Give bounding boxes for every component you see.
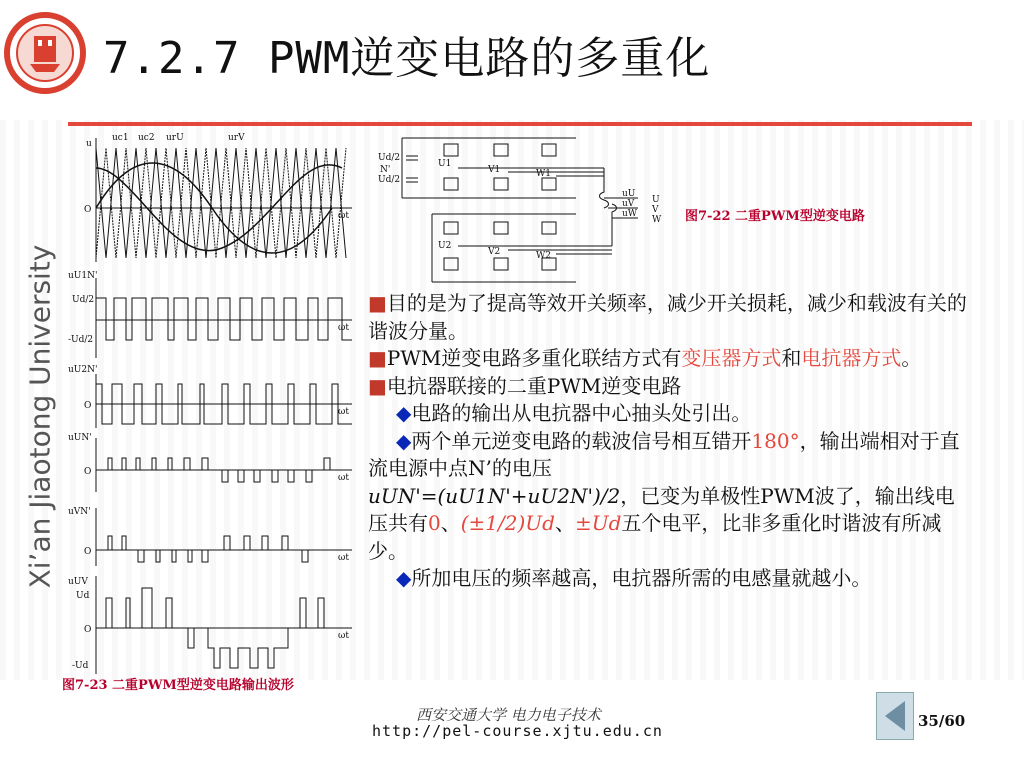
previous-slide-button[interactable] (876, 692, 914, 740)
square-bullet-icon: ■ (368, 346, 387, 370)
paragraph-6: ◆所加电压的频率越高，电抗器所需的电感量就越小。 (396, 566, 872, 590)
paragraph-1: ■目的是为了提高等效开关频率，减少开关损耗，减少和载波有关的谐波分量。 (368, 291, 967, 343)
university-logo (4, 12, 86, 94)
footer-url: http://pel-course.xjtu.edu.cn (372, 722, 663, 740)
figure-7-23-caption: 图7-23 二重PWM型逆变电路输出波形 (62, 678, 294, 693)
circuit-u1-label: U1 (438, 159, 452, 169)
body-text (368, 290, 968, 593)
circuit-U-label: U (652, 195, 660, 205)
diamond-bullet-icon: ◆ (396, 401, 412, 425)
wave-ud-label: Ud (76, 591, 90, 601)
circuit-v2-label: V2 (488, 247, 501, 257)
wave-uc1-label: uc1 (112, 133, 129, 143)
page-number: 35/60 (918, 712, 966, 730)
wave-wt-3: ωt (338, 407, 349, 417)
wave-mud-label: -Ud (72, 661, 89, 671)
circuit-ud2b-label: Ud/2 (378, 175, 401, 185)
paragraph-3: ■电抗器联接的二重PWM逆变电路 (368, 373, 682, 398)
wave-urU-label: urU (166, 133, 184, 143)
circuit-V-label: V (652, 205, 659, 215)
triangle-left-icon (877, 693, 913, 739)
wave-wt-6: ωt (338, 631, 349, 641)
square-bullet-icon: ■ (368, 291, 387, 315)
wave-uUN-label: uUN' (68, 433, 92, 443)
wave-uU2N-label: uU2N' (68, 365, 98, 375)
footer-course-name: 西安交通大学 电力电子技术 (416, 706, 601, 724)
circuit-uV-label: uV (622, 199, 635, 209)
wave-origin-6: O (84, 625, 92, 635)
circuit-uW-label: uW (622, 209, 638, 219)
title-underline (68, 122, 972, 126)
paragraph-5: ◆两个单元逆变电路的载波信号相互错开180°，输出端相对于直流电源中点N’的电压 uUN'=(uU1N'+uU2N')/2，已变为单极性PWM波了，输出线电压共有0、(±1/2)Ud、±Ud五个电平，比非多重化时谐波有所减少。 (368, 428, 960, 563)
paragraph-2: ■PWM逆变电路多重化联结方式有变压器方式和电抗器方式。 (368, 346, 922, 370)
circuit-nprime-label: N' (380, 165, 391, 175)
diamond-bullet-icon: ◆ (396, 566, 412, 590)
wave-wt-2: ωt (338, 323, 349, 333)
diamond-bullet-icon: ◆ (396, 428, 412, 453)
circuit-w1-label: W1 (536, 169, 551, 179)
slide-title: 7.2.7 PWM逆变电路的多重化 (103, 33, 711, 84)
wave-mud2-label: -Ud/2 (68, 335, 94, 345)
wave-origin-5: O (84, 547, 92, 557)
wave-wt-4: ωt (338, 473, 349, 483)
wave-uUV-label: uUV (68, 577, 88, 587)
wave-uc2-label: uc2 (138, 133, 155, 143)
circuit-diagram (376, 132, 676, 290)
wave-urV-label: urV (228, 133, 245, 143)
circuit-ud2a-label: Ud/2 (378, 153, 401, 163)
wave-origin-4: O (84, 467, 92, 477)
waveform-figure (62, 128, 362, 688)
circuit-w2-label: W2 (536, 251, 551, 261)
wave-uU1N-label: uU1N' (68, 271, 98, 281)
circuit-uU-label: uU (622, 189, 636, 199)
figure-7-22-caption: 图7-22 二重PWM型逆变电路 (685, 209, 865, 224)
wave-ud2-label: Ud/2 (72, 295, 95, 305)
wave-origin-1: O (84, 205, 92, 215)
circuit-v1-label: V1 (488, 165, 501, 175)
circuit-W-label: W (652, 215, 662, 225)
square-bullet-icon: ■ (368, 373, 387, 398)
wave-wt-1: ωt (338, 211, 349, 221)
circuit-u2-label: U2 (438, 241, 452, 251)
university-side-text: Xi’an Jiaotong University (23, 244, 57, 589)
wave-origin-3: O (84, 401, 92, 411)
wave-u-label: u (86, 139, 92, 149)
wave-uVN-label: uVN' (68, 507, 91, 517)
wave-wt-5: ωt (338, 553, 349, 563)
paragraph-4: ◆电路的输出从电抗器中心抽头处引出。 (396, 401, 752, 425)
